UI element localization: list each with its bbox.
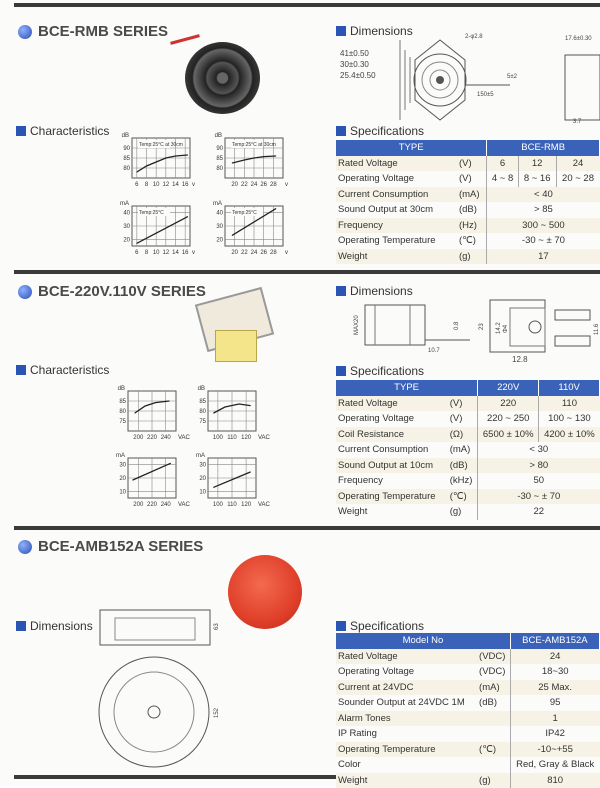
x-tick-label: 28 (270, 250, 277, 256)
data-point (239, 404, 240, 405)
y-tick-label: 20 (216, 237, 223, 243)
row-label: Sounder Output at 24VDC 1M (336, 695, 477, 711)
y-axis-label: dB (215, 133, 222, 139)
row-unit: (dB) (457, 202, 487, 218)
x-tick-label: 14 (172, 250, 179, 256)
row-value: 24 (556, 156, 599, 172)
y-tick-label: 40 (216, 211, 223, 217)
row-unit (477, 711, 510, 727)
y-tick-label: 20 (123, 237, 130, 243)
x-tick-label: 220 (147, 502, 158, 508)
row-unit: (V) (448, 396, 478, 412)
row-unit: (V) (457, 156, 487, 172)
data-point (136, 243, 137, 244)
data-point (155, 402, 156, 403)
table-row (336, 473, 600, 489)
svg-text:5±2: 5±2 (507, 74, 518, 80)
y-axis-label: dB (198, 386, 205, 392)
x-tick-label: 120 (241, 435, 252, 441)
row-value: 100 ~ 130 (539, 411, 600, 427)
row-label: Rated Voltage (336, 156, 457, 172)
divider (14, 270, 600, 274)
chart-annotation: Temp:25°C at 30cm (232, 142, 276, 148)
svg-text:0.8: 0.8 (454, 321, 460, 330)
row-value: < 40 (487, 187, 600, 203)
data-point (187, 155, 188, 156)
series-title-rmb (18, 23, 168, 40)
characteristic-chart (205, 198, 295, 260)
y-tick-label: 20 (119, 476, 126, 482)
y-tick-label: 10 (199, 489, 206, 495)
row-value: > 85 (487, 202, 600, 218)
row-unit: (mA) (457, 187, 487, 203)
y-axis-label: mA (116, 453, 125, 459)
svg-text:2-φ2.8: 2-φ2.8 (465, 34, 483, 40)
table-row (336, 695, 600, 711)
data-point (250, 405, 251, 406)
row-label: Current at 24VDC (336, 680, 477, 696)
dimensions-label: Dimensions (336, 284, 413, 298)
series-title-amb: BCE-AMB152A SERIES (18, 538, 203, 555)
x-tick-label: 240 (161, 435, 172, 441)
row-value: 6 (487, 156, 518, 172)
dim-height-mid: 30±0.30 (340, 59, 376, 70)
y-axis-label: mA (213, 201, 222, 207)
row-value: 8 ~ 16 (518, 171, 556, 187)
data-point (170, 463, 171, 464)
svg-text:Φ4: Φ4 (503, 324, 509, 333)
bullet-icon (18, 540, 32, 554)
series-title-text: BCE-RMB SERIES (38, 23, 168, 40)
amb-dimension-drawing (90, 600, 230, 772)
y-tick-label: 90 (123, 146, 130, 152)
rmb-spec-table (336, 140, 600, 264)
row-unit: (kHz) (448, 473, 478, 489)
svg-text:17.6±0.30: 17.6±0.30 (565, 36, 592, 42)
row-value: < 30 (478, 442, 600, 458)
svg-text:3.7: 3.7 (573, 119, 582, 125)
y-tick-label: 20 (199, 476, 206, 482)
y-axis-label: mA (120, 201, 129, 207)
row-value: -10~+55 (510, 742, 599, 758)
row-label: Color (336, 757, 477, 773)
rmb-buzzer-image (185, 42, 260, 114)
divider (14, 3, 600, 7)
x-tick-label: 220 (147, 435, 158, 441)
svg-text:MAX20: MAX20 (354, 315, 360, 335)
dimensions-label: Dimensions (16, 619, 93, 633)
x-tick-label: 8 (145, 182, 149, 188)
amb-spec-table: Model No BCE-AMB152A Rated Voltage (VDC) 24 Operating Voltage (VDC) 18~30 Current at 24VDC (mA) 25 Max. Sounder Output at 24VDC 1M (dB) 95 Alarm Tones 1 IP Rating IP42 Operating Temperature (℃) -10~+55 Color Red, Gray & Black Weight (g) 810 (336, 633, 600, 788)
data-point (134, 413, 135, 414)
y-tick-label: 80 (199, 409, 206, 415)
data-point (232, 163, 233, 164)
row-label: Weight (336, 504, 448, 520)
specifications-label: Specifications (336, 124, 424, 138)
row-unit: (dB) (448, 458, 478, 474)
row-value: 18~30 (510, 664, 599, 680)
x-axis-label: v (285, 250, 288, 256)
row-unit: (dB) (477, 695, 510, 711)
x-tick-label: 26 (260, 182, 267, 188)
data-point (275, 156, 276, 157)
data-point (146, 166, 147, 167)
bullet-icon (18, 25, 32, 39)
bullet-icon (336, 621, 346, 631)
x-tick-label: 100 (213, 502, 224, 508)
table-row (336, 649, 600, 665)
data-curve (137, 155, 188, 172)
svg-text:23: 23 (479, 323, 485, 330)
data-point (132, 480, 133, 481)
chart-annotation: Temp:25°C at 30cm (139, 142, 183, 148)
dim-width-label: 12.8 (512, 355, 528, 364)
header-model: BCE-RMB (487, 140, 600, 156)
characteristics-label: Characteristics (16, 124, 109, 138)
x-tick-label: 24 (251, 250, 258, 256)
x-tick-label: 10 (153, 182, 160, 188)
bullet-icon (16, 621, 26, 631)
row-value: 20 ~ 28 (556, 171, 599, 187)
row-value: 220 (478, 396, 539, 412)
x-tick-label: 100 (213, 435, 224, 441)
svg-text:152: 152 (214, 707, 220, 718)
x-tick-label: 16 (182, 182, 189, 188)
row-unit (477, 726, 510, 742)
chart-annotation: Temp:25°C (232, 210, 257, 216)
data-point (263, 156, 264, 157)
bullet-icon (16, 126, 26, 136)
table-row (336, 458, 600, 474)
y-tick-label: 30 (123, 224, 130, 230)
rmb-vertical-dimensions (340, 48, 376, 81)
x-tick-label: 110 (227, 502, 237, 508)
x-tick-label: 22 (241, 182, 248, 188)
row-unit: (mA) (448, 442, 478, 458)
row-unit: (℃) (448, 489, 478, 505)
chart-annotation: Temp:25°C (139, 210, 164, 216)
row-label: Frequency (336, 218, 457, 234)
bullet-icon (336, 126, 346, 136)
characteristic-chart (112, 130, 202, 192)
y-tick-label: 80 (216, 166, 223, 172)
table-row (336, 411, 600, 427)
x-axis-label: v (285, 182, 288, 188)
row-label: Frequency (336, 473, 448, 489)
x-tick-label: 20 (231, 250, 238, 256)
table-row (336, 680, 600, 696)
characteristic-chart (188, 383, 268, 445)
x-tick-label: 24 (251, 182, 258, 188)
x-tick-label: 16 (182, 250, 189, 256)
data-point (254, 158, 255, 159)
data-point (224, 407, 225, 408)
x-tick-label: 8 (145, 250, 149, 256)
row-value: > 80 (478, 458, 600, 474)
y-axis-label: mA (196, 453, 205, 459)
table-row (336, 664, 600, 680)
characteristic-chart (112, 198, 202, 260)
data-point (250, 472, 251, 473)
row-value: 24 (510, 649, 599, 665)
x-tick-label: 240 (161, 502, 172, 508)
y-tick-label: 30 (216, 224, 223, 230)
y-tick-label: 75 (199, 419, 206, 425)
row-label: Operating Temperature (336, 489, 448, 505)
data-point (275, 208, 276, 209)
svg-text:63: 63 (214, 623, 220, 630)
y-tick-label: 80 (123, 166, 130, 172)
x-tick-label: 120 (241, 502, 252, 508)
x-tick-label: 26 (260, 250, 267, 256)
table-row (336, 504, 600, 520)
y-tick-label: 85 (119, 399, 126, 405)
x-tick-label: 110 (227, 435, 237, 441)
row-value: 1 (510, 711, 599, 727)
row-label: Rated Voltage (336, 649, 477, 665)
row-value: Red, Gray & Black (510, 757, 599, 773)
data-point (187, 216, 188, 217)
red-bell-image (228, 555, 302, 629)
data-point (213, 413, 214, 414)
table-row (336, 202, 600, 218)
row-unit: (Ω) (448, 427, 478, 443)
data-point (232, 235, 233, 236)
x-tick-label: 22 (241, 250, 248, 256)
row-unit: (g) (457, 249, 487, 265)
row-label: Rated Voltage (336, 396, 448, 412)
svg-text:11.6: 11.6 (594, 323, 600, 335)
row-label: Coil Resistance (336, 427, 448, 443)
row-label: Weight (336, 773, 477, 788)
table-row (336, 396, 600, 412)
x-axis-label: VAC (178, 435, 191, 441)
row-label: Operating Voltage (336, 411, 448, 427)
table-row (336, 442, 600, 458)
coil-image (215, 330, 257, 362)
y-tick-label: 40 (123, 211, 130, 217)
y-tick-label: 10 (119, 489, 126, 495)
dim-height-inner: 25.4±0.50 (340, 70, 376, 81)
data-point (165, 158, 166, 159)
x-axis-label: v (192, 250, 195, 256)
data-point (244, 160, 245, 161)
x-tick-label: 200 (133, 502, 144, 508)
specifications-label: Specifications (336, 619, 424, 633)
data-point (175, 156, 176, 157)
row-value: 4200 ± 10% (539, 427, 600, 443)
table-row (336, 233, 600, 249)
row-unit: (VDC) (477, 664, 510, 680)
row-label: Weight (336, 249, 457, 265)
row-label: Alarm Tones (336, 711, 477, 727)
svg-text:150±5: 150±5 (477, 92, 494, 98)
row-value: 220 ~ 250 (478, 411, 539, 427)
row-value: 95 (510, 695, 599, 711)
table-row (336, 171, 600, 187)
x-tick-label: 200 (133, 435, 144, 441)
y-tick-label: 30 (199, 463, 206, 469)
bullet-icon (16, 365, 26, 375)
y-tick-label: 85 (199, 399, 206, 405)
y-tick-label: 80 (119, 409, 126, 415)
y-tick-label: 85 (123, 156, 130, 162)
row-label: Operating Voltage (336, 171, 457, 187)
row-value: 810 (510, 773, 599, 788)
series-title-220v: BCE-220V.110V SERIES (18, 283, 206, 300)
row-value: 4 ~ 8 (487, 171, 518, 187)
row-unit: (℃) (457, 233, 487, 249)
row-value: -30 ~ ± 70 (478, 489, 600, 505)
data-point (145, 406, 146, 407)
row-unit: (℃) (477, 742, 510, 758)
header-type: TYPE (336, 140, 487, 156)
row-value: -30 ~ ± 70 (487, 233, 600, 249)
bullet-icon (336, 366, 346, 376)
x-tick-label: 14 (172, 182, 179, 188)
divider (14, 526, 600, 530)
row-label: Operating Voltage (336, 664, 477, 680)
table-row (336, 156, 600, 172)
row-value: 25 Max. (510, 680, 599, 696)
data-point (136, 172, 137, 173)
characteristic-chart (205, 130, 295, 192)
row-value: 22 (478, 504, 600, 520)
x-axis-label: v (192, 182, 195, 188)
x-tick-label: 10 (153, 250, 160, 256)
row-value: 12 (518, 156, 556, 172)
y-axis-label: dB (122, 133, 129, 139)
bullet-icon (18, 285, 32, 299)
row-label: Operating Temperature (336, 233, 457, 249)
dimensions-label: Dimensions (336, 24, 413, 38)
row-value: 17 (487, 249, 600, 265)
row-unit: (VDC) (477, 649, 510, 665)
row-unit: (g) (448, 504, 478, 520)
row-unit: (g) (477, 773, 510, 788)
specifications-label: Specifications (336, 364, 424, 378)
data-point (213, 487, 214, 488)
bullet-icon (336, 26, 346, 36)
row-value: 300 ~ 500 (487, 218, 600, 234)
table-row (336, 427, 600, 443)
x-tick-label: 12 (162, 250, 169, 256)
table-row (336, 218, 600, 234)
coil-spec-table: TYPE 220V 110V Rated Voltage (V) 220 110 Operating Voltage (V) 220 ~ 250 100 ~ 130 Coil Resistance (Ω) 6500 ± 10% 4200 ± 10% Current Consumption (mA) < 30 Sound Output at 10cm (dB) > 80 Frequency (kHz) 50 Operating Temperature (℃) -30 ~ ± 70 Weight (g) 22 (336, 380, 600, 520)
characteristic-chart (108, 383, 188, 445)
data-point (156, 162, 157, 163)
row-label: Current Consumption (336, 442, 448, 458)
row-value: 110 (539, 396, 600, 412)
y-axis-label: dB (118, 386, 125, 392)
wire-image (170, 34, 200, 45)
table-row (336, 757, 600, 773)
data-point (169, 401, 170, 402)
row-unit: (mA) (477, 680, 510, 696)
row-unit (477, 757, 510, 773)
row-value: 6500 ± 10% (478, 427, 539, 443)
row-unit: (Hz) (457, 218, 487, 234)
x-tick-label: 20 (231, 182, 238, 188)
row-label: IP Rating (336, 726, 477, 742)
row-label: Sound Output at 30cm (336, 202, 457, 218)
svg-text:10.7: 10.7 (428, 348, 440, 354)
x-tick-label: 6 (135, 182, 139, 188)
table-row (336, 249, 600, 265)
rmb-dimension-drawing (395, 30, 600, 125)
x-tick-label: 12 (162, 182, 169, 188)
table-row (336, 489, 600, 505)
row-value: IP42 (510, 726, 599, 742)
y-tick-label: 30 (119, 463, 126, 469)
table-row (336, 742, 600, 758)
svg-text:14.2: 14.2 (496, 322, 502, 334)
y-tick-label: 90 (216, 146, 223, 152)
row-label: Sound Output at 10cm (336, 458, 448, 474)
y-tick-label: 85 (216, 156, 223, 162)
y-tick-label: 75 (119, 419, 126, 425)
row-unit: (V) (448, 411, 478, 427)
row-unit: (V) (457, 171, 487, 187)
x-axis-label: VAC (178, 502, 191, 508)
x-axis-label: VAC (258, 502, 271, 508)
table-row (336, 726, 600, 742)
row-label: Operating Temperature (336, 742, 477, 758)
coil-dimension-drawing (350, 300, 600, 364)
row-value: 50 (478, 473, 600, 489)
bullet-icon (336, 286, 346, 296)
characteristic-chart (108, 450, 188, 512)
table-row (336, 711, 600, 727)
characteristics-label: Characteristics (16, 363, 109, 377)
x-tick-label: 28 (270, 182, 277, 188)
characteristic-chart (188, 450, 268, 512)
x-tick-label: 6 (135, 250, 139, 256)
row-label: Current Consumption (336, 187, 457, 203)
table-row (336, 773, 600, 788)
dim-height-outer: 41±0.50 (340, 48, 376, 59)
x-axis-label: VAC (258, 435, 271, 441)
table-row (336, 187, 600, 203)
